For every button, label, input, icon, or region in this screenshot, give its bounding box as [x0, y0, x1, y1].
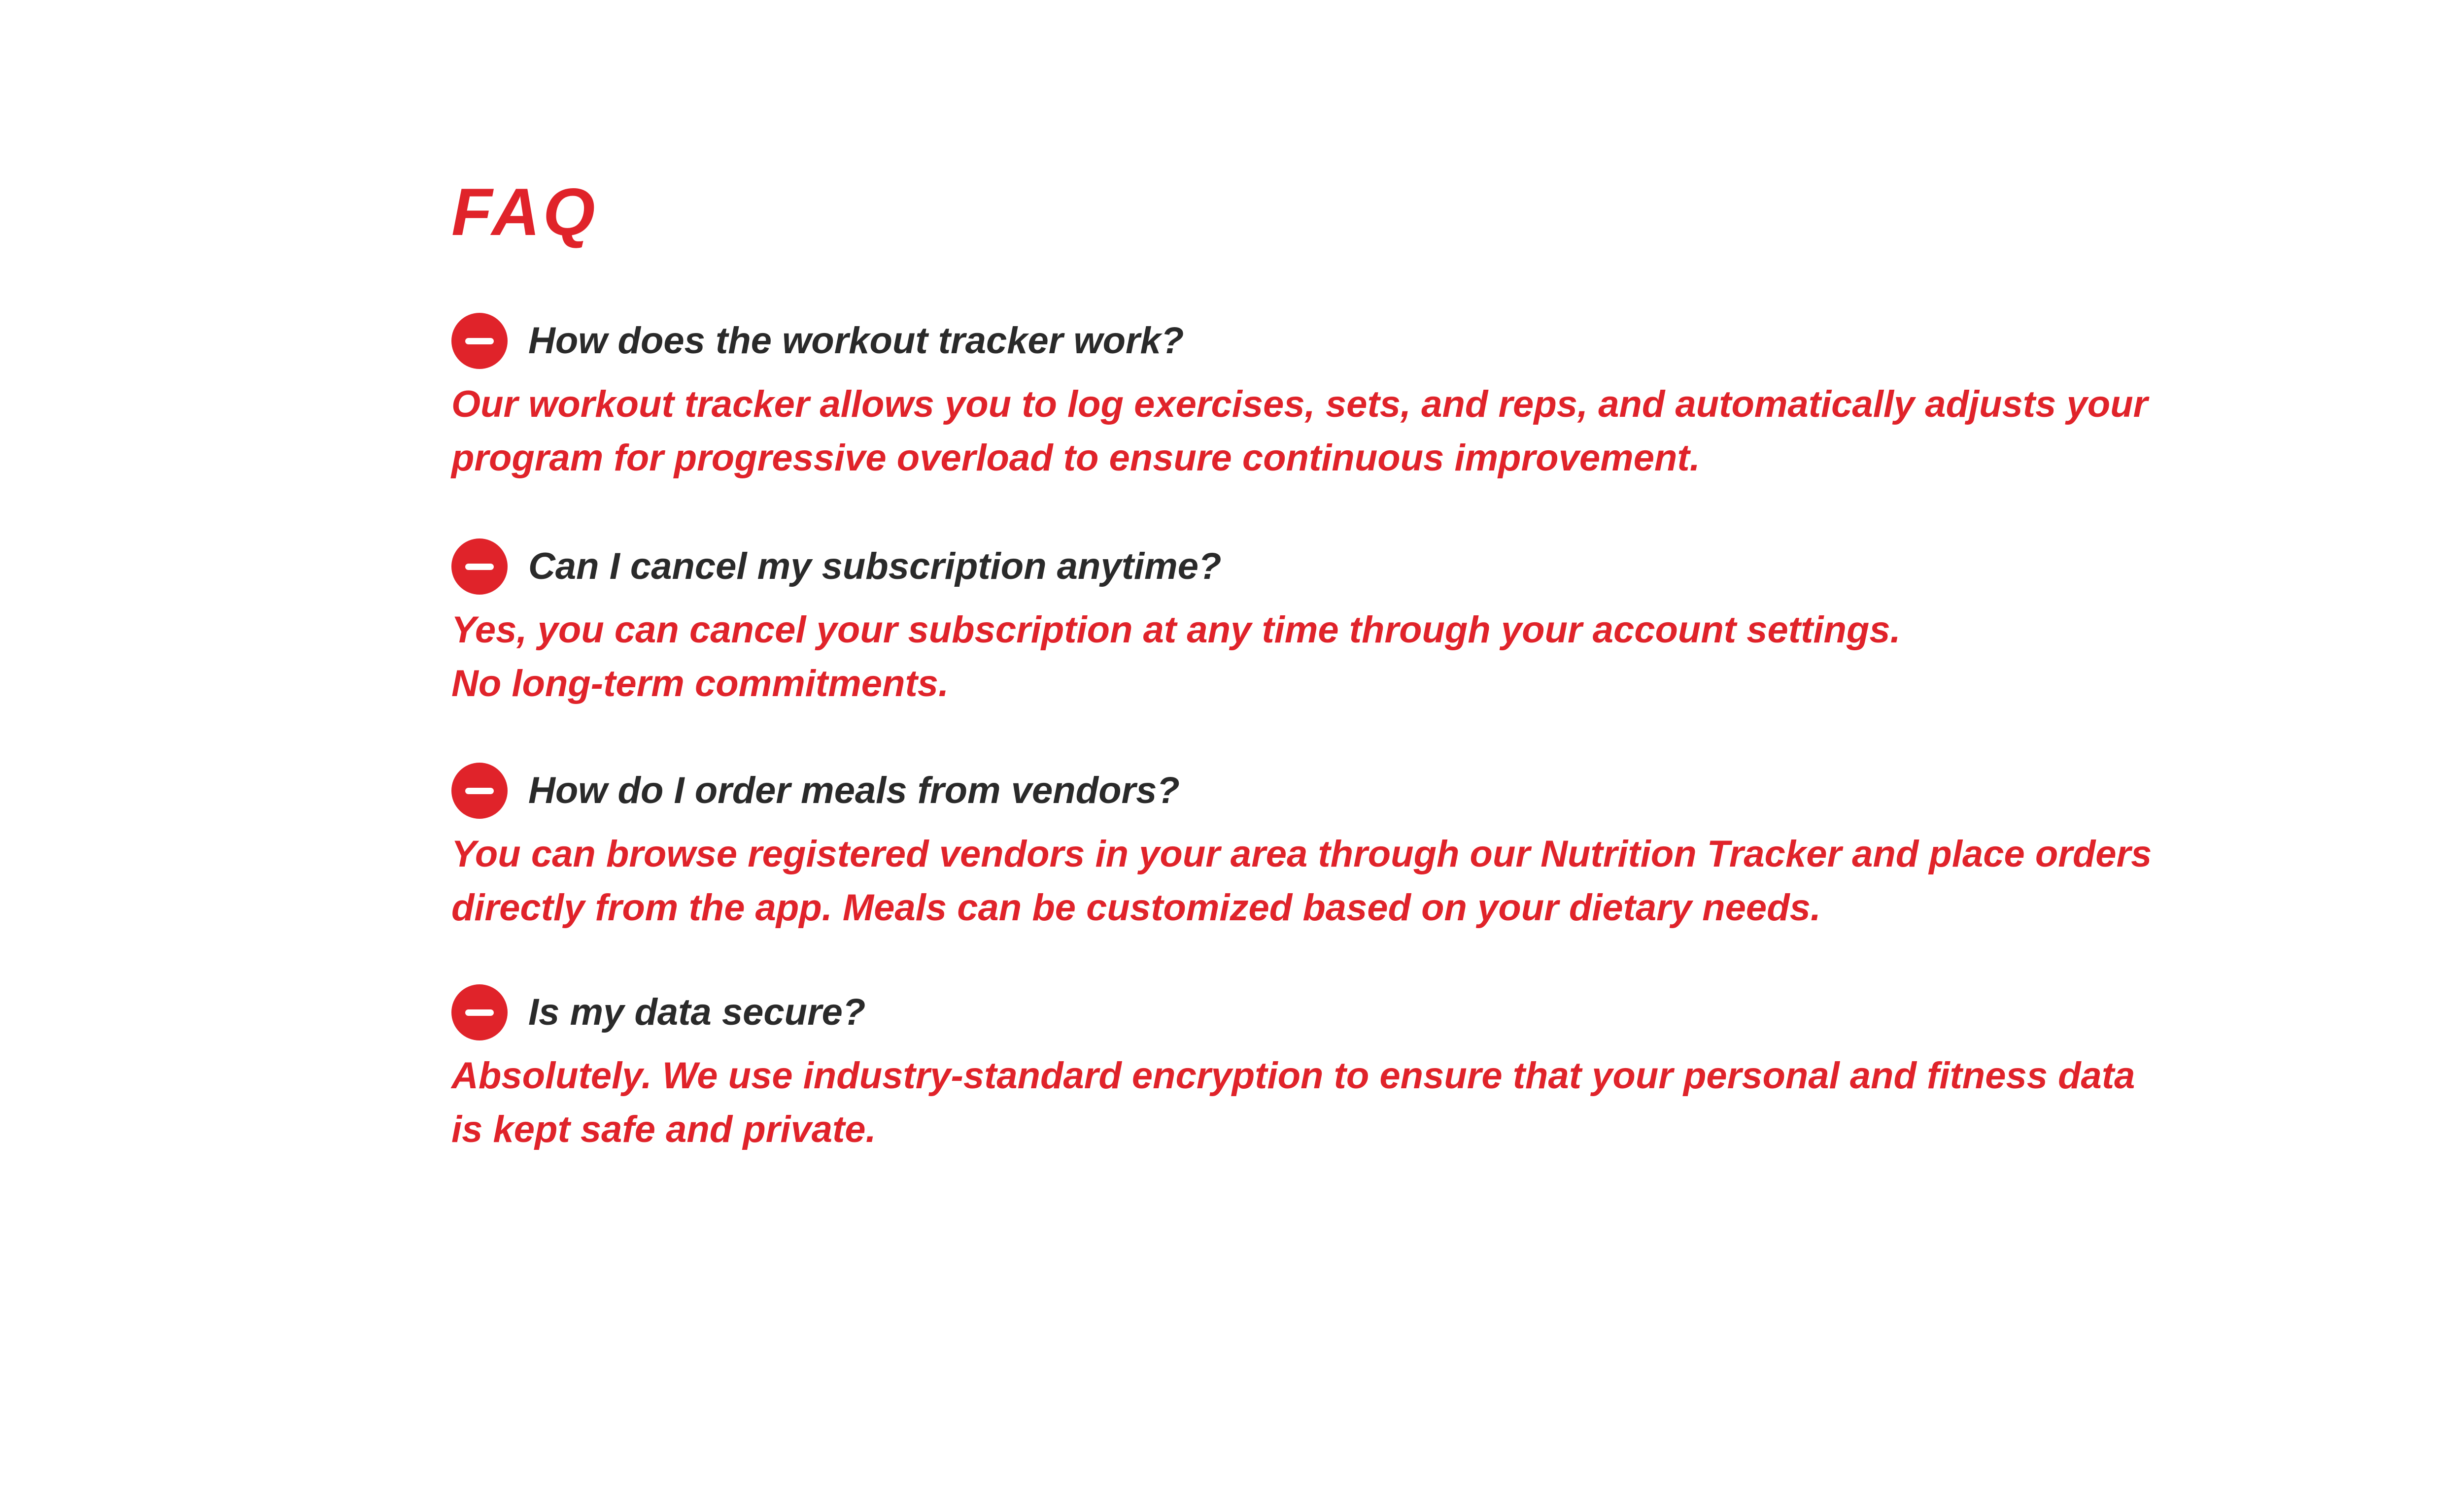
faq-question-toggle[interactable]: [451, 983, 2275, 1042]
faq-item-cancel-subscription: [451, 537, 2275, 761]
faq-list: [451, 311, 2275, 1156]
faq-answer-line: No long-term commitments.: [451, 663, 949, 704]
faq-answer-line: Yes, you can cancel your subscription at any time through your account settings.: [451, 609, 1901, 651]
faq-answer: [451, 1049, 2275, 1156]
faq-item-data-security: [451, 983, 2275, 1156]
faq-item-order-meals: [451, 761, 2275, 983]
faq-question-toggle[interactable]: [451, 537, 2275, 596]
faq-question-text: How does the workout tracker work?: [528, 320, 1184, 362]
faq-question-text: How do I order meals from vendors?: [528, 770, 1180, 811]
faq-title: FAQ: [451, 174, 598, 249]
faq-question-toggle[interactable]: [451, 761, 2275, 820]
faq-answer-line: is kept safe and private.: [451, 1108, 876, 1150]
faq-answer: [451, 603, 2275, 710]
faq-question-text: Can I cancel my subscription anytime?: [528, 545, 1222, 587]
minus-circle-icon[interactable]: [451, 984, 508, 1040]
faq-question-toggle[interactable]: [451, 311, 2275, 370]
minus-circle-icon[interactable]: [451, 313, 508, 369]
minus-circle-icon[interactable]: [451, 763, 508, 819]
minus-circle-icon[interactable]: [451, 538, 508, 595]
faq-answer-line: Our workout tracker allows you to log exercises, sets, and reps, and automatically adjusts your: [451, 383, 2148, 425]
faq-answer-line: program for progressive overload to ensure continuous improvement.: [451, 437, 1700, 479]
faq-answer-line: directly from the app. Meals can be customized based on your dietary needs.: [451, 887, 1821, 929]
faq-answer-line: Absolutely. We use industry-standard encryption to ensure that your personal and fitness data: [451, 1055, 2135, 1097]
faq-section: [451, 168, 2275, 1156]
faq-answer: [451, 827, 2275, 935]
faq-item-workout-tracker: [451, 311, 2275, 537]
faq-answer-line: You can browse registered vendors in your area through our Nutrition Tracker and place orders: [451, 833, 2152, 875]
faq-question-text: Is my data secure?: [528, 991, 866, 1033]
faq-answer: [451, 377, 2275, 485]
